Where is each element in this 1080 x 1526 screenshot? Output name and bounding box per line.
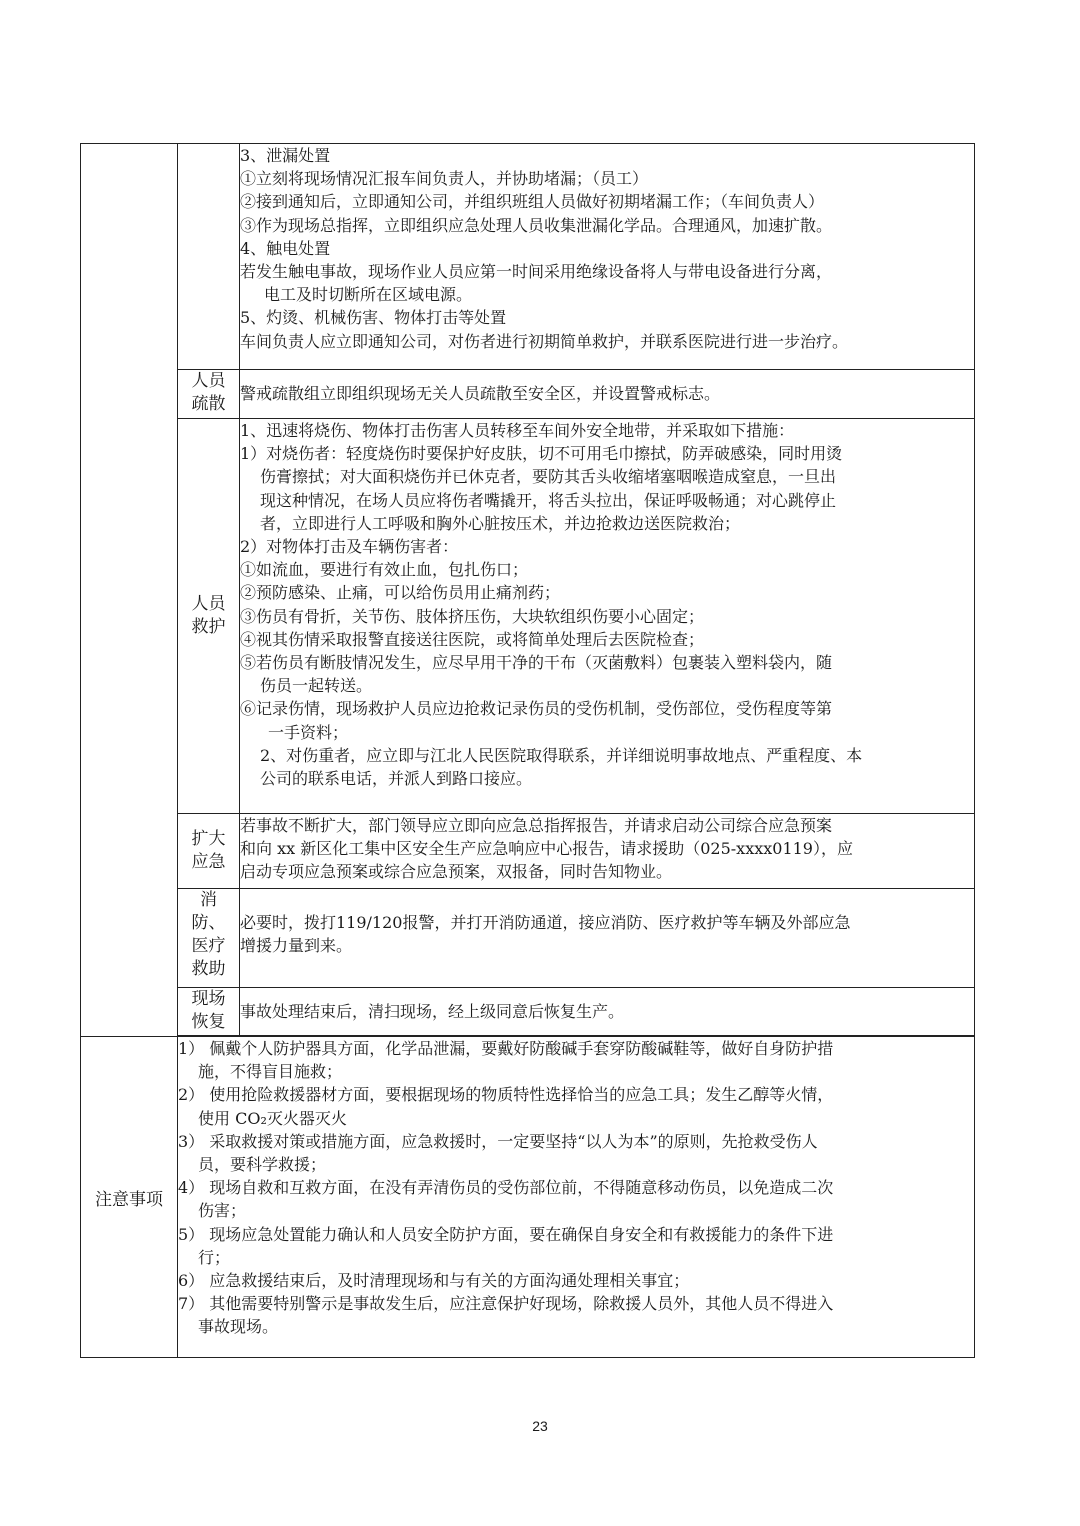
rescue-content — [240, 419, 975, 814]
leak-electric-burn-content — [240, 144, 975, 370]
content-line: 1） 佩戴个人防护器具方面，化学品泄漏，要戴好防酸碱手套穿防酸碱鞋等，做好自身防护措 — [178, 1039, 834, 1058]
content-line: 伤员一起转送。 — [260, 676, 373, 696]
content-line: 必要时，拨打119/120报警，并打开消防通道，接应消防、医疗救护等车辆及外部应急 — [240, 913, 851, 932]
notes-content — [178, 1037, 975, 1358]
label-notes: 注意事项 — [81, 1037, 178, 1358]
content-line: 公司的联系电话，并派人到路口接应。 — [260, 769, 533, 789]
content-line: 若发生触电事故，现场作业人员应第一时间采用绝缘设备将人与带电设备进行分离， — [240, 262, 833, 282]
row-evacuation — [81, 370, 975, 419]
content-line: ③伤员有骨折，关节伤、肢体挤压伤，大块软组织伤要小心固定； — [240, 606, 705, 626]
label-expand: 扩大 应急 — [178, 814, 240, 889]
content-line: 4） 现场自救和互救方面，在没有弄清伤员的受伤部位前，不得随意移动伤员，以免造成二次 — [178, 1178, 834, 1198]
content-line: 行； — [198, 1247, 231, 1267]
content-line: ③作为现场总指挥，立即组织应急处理人员收集泄漏化学品。合理通风，加速扩散。 — [240, 215, 833, 235]
content-line: 现这种情况，在场人员应将伤者嘴撬开，将舌头拉出，保证呼吸畅通；对心跳停止 — [260, 490, 837, 510]
category-cell-empty — [81, 144, 178, 1037]
content-line: ②预防感染、止痛，可以给伤员用止痛剂药； — [240, 583, 561, 603]
content-line: ②接到通知后，立即通知公司，并组织班组人员做好初期堵漏工作；（车间负责人） — [240, 192, 825, 212]
content-line: ①如流血，要进行有效止血，包扎伤口； — [240, 560, 529, 580]
content-line: 和向 xx 新区化工集中区安全生产应急响应中心报告，请求援助（025-xxxx0119），应 — [240, 839, 853, 859]
content-line: ⑤若伤员有断肢情况发生，应尽早用干净的干布（灭菌敷料）包裹装入塑料袋内，随 — [240, 653, 833, 673]
content-line: 4、触电处置 — [240, 238, 331, 258]
evacuation-content — [240, 370, 975, 419]
label-rescue: 人员 救护 — [178, 419, 240, 814]
content-line: 伤害； — [198, 1201, 247, 1221]
content-line: 1）对烧伤者：轻度烧伤时要保护好皮肤，切不可用毛巾擦拭，防弄破感染，同时用烫 — [240, 444, 843, 464]
content-line: 6） 应急救援结束后，及时清理现场和与有关的方面沟通处理相关事宜； — [178, 1271, 690, 1291]
content-line: 增援力量到来。 — [240, 936, 353, 956]
content-line: 5） 现场应急处置能力确认和人员安全防护方面，要在确保自身安全和有救援能力的条件下进 — [178, 1224, 834, 1244]
row-notes — [81, 1037, 975, 1358]
procedure-table — [80, 143, 975, 1358]
content-line: 事故处理结束后，清扫现场，经上级同意后恢复生产。 — [240, 1001, 625, 1021]
content-line: 事故现场。 — [198, 1317, 279, 1337]
fire-medical-content — [240, 889, 975, 988]
content-line: ④视其伤情采取报警直接送往医院，或将简单处理后去医院检查； — [240, 629, 705, 649]
content-line: 5、灼烫、机械伤害、物体打击等处置 — [240, 308, 507, 328]
content-line: 启动专项应急预案或综合应急预案，双报备，同时告知物业。 — [240, 862, 673, 882]
content-line: 伤膏擦拭；对大面积烧伤并已休克者，要防其舌头收缩堵塞咽喉造成窒息，一旦出 — [260, 467, 837, 487]
content-line: ⑥记录伤情，现场救护人员应边抢救记录伤员的受伤机制，受伤部位，受伤程度等第 — [240, 699, 833, 719]
label-cell-empty — [178, 144, 240, 370]
row-rescue — [81, 419, 975, 814]
content-line: 若事故不断扩大，部门领导应立即向应急总指挥报告，并请求启动公司综合应急预案 — [240, 816, 833, 835]
label-fire-medical: 消 防、 医疗 救助 — [178, 889, 240, 988]
page-number: 23 — [532, 1418, 548, 1434]
content-line: 2）对物体打击及车辆伤害者： — [240, 537, 459, 557]
content-line: 2、对伤重者，应立即与江北人民医院取得联系，并详细说明事故地点、严重程度、本 — [260, 745, 863, 765]
expand-content — [240, 814, 975, 889]
content-line: 3） 采取救援对策或措施方面，应急救援时，一定要坚持“以人为本”的原则，先抢救受伤人 — [178, 1131, 818, 1151]
row-fire-medical — [81, 889, 975, 988]
content-line: 电工及时切断所在区域电源。 — [264, 285, 473, 305]
content-line: 2） 使用抢险救援器材方面，要根据现场的物质特性选择恰当的应急工具；发生乙醇等火情， — [178, 1085, 834, 1105]
content-line: 7） 其他需要特别警示是事故发生后，应注意保护好现场，除救援人员外，其他人员不得进入 — [178, 1294, 834, 1314]
label-restore: 现场 恢复 — [178, 988, 240, 1036]
content-line: ①立刻将现场情况汇报车间负责人，并协助堵漏；（员工） — [240, 169, 649, 189]
content-line: 一手资料； — [268, 722, 349, 742]
label-evacuation: 人员 疏散 — [178, 370, 240, 419]
restore-content — [240, 988, 975, 1036]
content-line: 警戒疏散组立即组织现场无关人员疏散至安全区，并设置警戒标志。 — [240, 384, 721, 404]
content-line: 3、泄漏处置 — [240, 146, 331, 165]
content-line: 施，不得盲目施救； — [198, 1062, 343, 1082]
row-expand — [81, 814, 975, 889]
content-line: 车间负责人应立即通知公司，对伤者进行初期简单救护，并联系医院进行进一步治疗。 — [240, 331, 849, 351]
content-line: 1、迅速将烧伤、物体打击伤害人员转移至车间外安全地带，并采取如下措施： — [240, 421, 795, 440]
content-line: 使用 CO₂灭火器灭火 — [198, 1108, 347, 1128]
content-line: 员，要科学救援； — [198, 1155, 327, 1175]
content-line: 者，立即进行人工呼吸和胸外心脏按压术，并边抢救边送医院救治； — [260, 513, 741, 533]
row-leak-continued — [81, 144, 975, 370]
row-restore — [81, 988, 975, 1036]
